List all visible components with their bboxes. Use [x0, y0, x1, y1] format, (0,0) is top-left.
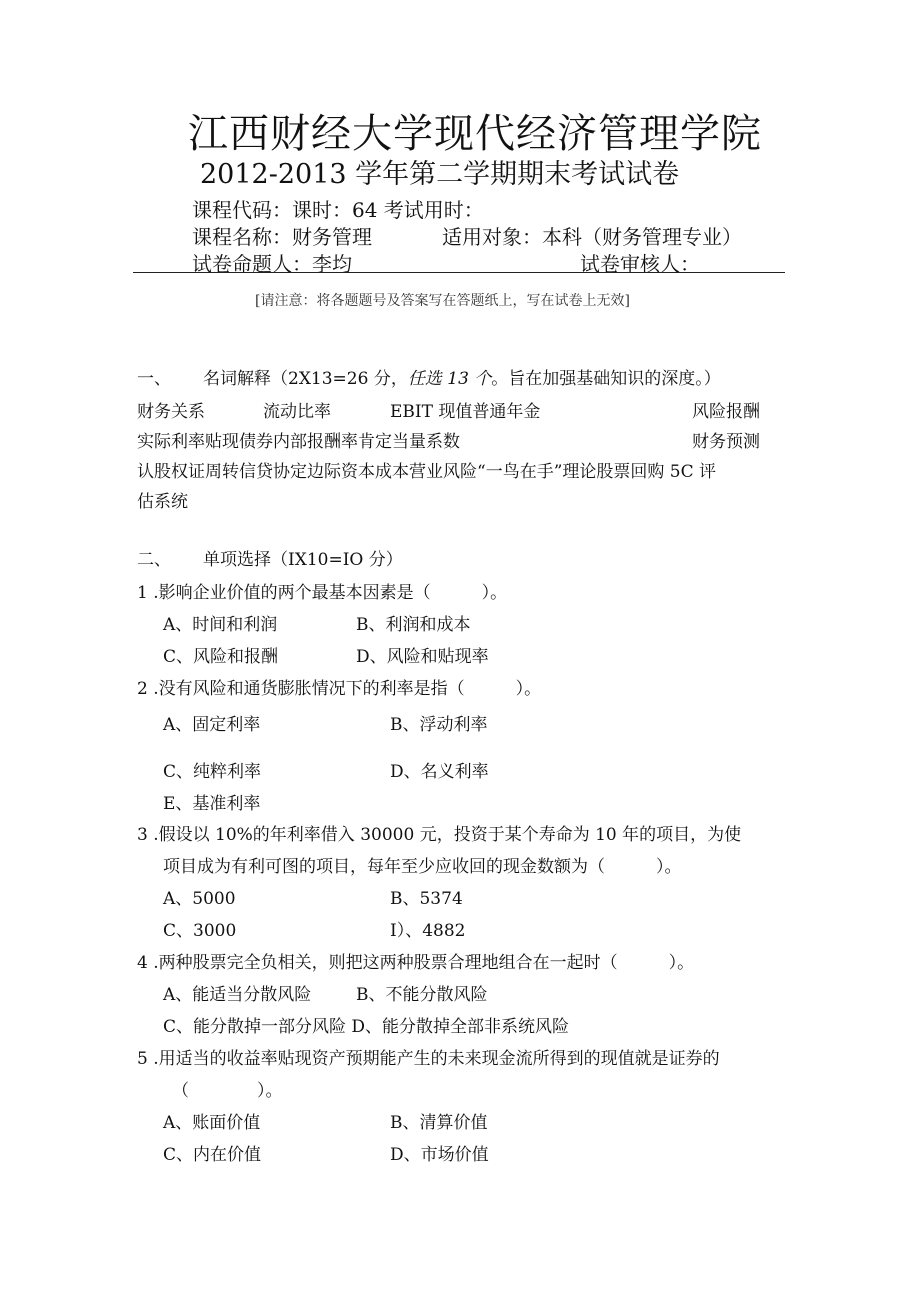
- reviewer-line: 试卷审核人：: [580, 252, 700, 276]
- term: 流动比率: [263, 402, 331, 422]
- question-stem: （ ）。: [172, 1081, 283, 1101]
- option: A、时间和利润: [163, 615, 278, 635]
- section1-heading: [203, 364, 721, 389]
- question-stem: 2 .没有风险和通货膨胀情况下的利率是指（ ）。: [137, 679, 542, 699]
- target-line: 适用对象：本科（财务管理专业）: [442, 225, 742, 249]
- option: D、风险和贴现率: [356, 647, 489, 667]
- section1-number: 一、: [137, 369, 171, 389]
- question-stem: 1 .影响企业价值的两个最基本因素是（ ）。: [137, 583, 508, 603]
- course-code-line: 课程代码：课时：64 考试用时：: [192, 198, 484, 222]
- terms-line: 估系统: [137, 492, 188, 512]
- term: 风险报酬: [692, 402, 760, 422]
- option: C、能分散掉一部分风险 D、能分散掉全部非系统风险: [163, 1017, 570, 1037]
- option: B、浮动利率: [390, 715, 488, 735]
- option: I）、4882: [390, 921, 466, 941]
- option: D、市场价值: [390, 1145, 489, 1165]
- option: D、名义利率: [390, 762, 489, 782]
- option: A、能适当分散风险: [163, 985, 312, 1005]
- option: C、风险和报酬: [163, 647, 279, 667]
- section2-number: 二、: [137, 550, 171, 570]
- term: 实际利率贴现债券内部报酬率肯定当量系数: [137, 432, 460, 452]
- term: 财务预测: [692, 432, 760, 452]
- question-stem: 项目成为有利可图的项目，每年至少应收回的现金数额为（ ）。: [163, 857, 682, 877]
- option: B、利润和成本: [356, 615, 471, 635]
- author-line: 试卷命题人：李均: [192, 252, 352, 276]
- header-divider: [133, 272, 785, 273]
- question-stem: 4 .两种股票完全负相关，则把这两种股票合理地组合在一起时（ ）。: [137, 953, 695, 973]
- option: A、账面价值: [163, 1113, 261, 1133]
- question-stem: 3 .假设以 10%的年利率借入 30000 元，投资于某个寿命为 10 年的项目，为使: [137, 825, 742, 845]
- option: C、3000: [163, 921, 237, 941]
- option: A、5000: [163, 889, 236, 909]
- option: A、固定利率: [163, 715, 261, 735]
- school-title: 江西财经大学现代经济管理学院: [188, 111, 762, 157]
- exam-title: 2012-2013 学年第二学期期末考试试卷: [200, 159, 680, 190]
- section1-heading-part1: 名词解释（2X13=26 分，: [203, 369, 408, 389]
- section1-heading-part2: 任选 13 个: [407, 369, 492, 389]
- option: B、不能分散风险: [356, 985, 488, 1005]
- option: B、清算价值: [390, 1113, 488, 1133]
- section2-heading: 单项选择（IX10=IO 分）: [203, 550, 403, 570]
- term: 财务关系: [137, 402, 205, 422]
- course-name-line: 课程名称：财务管理: [192, 225, 372, 249]
- option: B、5374: [390, 889, 463, 909]
- terms-line: 认股权证周转信贷协定边际资本成本营业风险“一鸟在手”理论股票回购 5C 评: [137, 462, 717, 482]
- question-stem: 5 .用适当的收益率贴现资产预期能产生的未来现金流所得到的现值就是证券的: [137, 1049, 720, 1069]
- option: C、纯粹利率: [163, 762, 262, 782]
- term: EBIT 现值普通年金: [390, 402, 541, 422]
- option: C、内在价值: [163, 1145, 262, 1165]
- notice: [请注意：将各题题号及答案写在答题纸上，写在试卷上无效]: [255, 293, 630, 309]
- option: E、基准利率: [163, 794, 261, 814]
- section1-heading-part3: 。旨在加强基础知识的深度。）: [491, 369, 721, 389]
